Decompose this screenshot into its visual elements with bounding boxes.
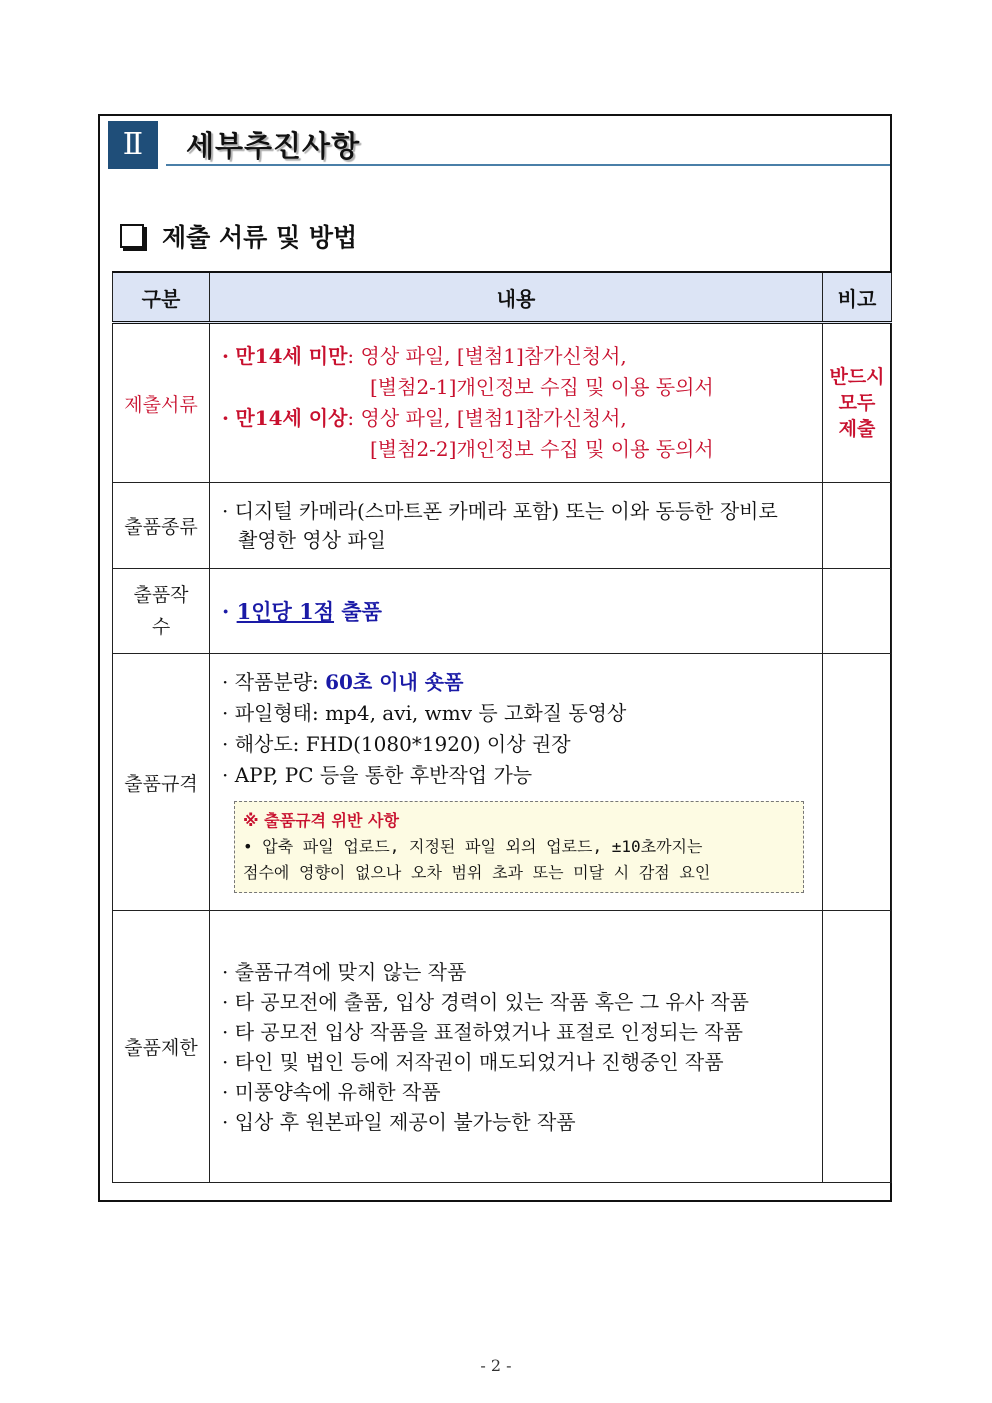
notice-line-2: 점수에 영향이 없으나 오차 범위 초과 또는 미달 시 감점 요인 bbox=[243, 863, 711, 882]
count-line: · 1인당 1점 출품 bbox=[222, 598, 382, 624]
section-title: 세부추진사항 bbox=[186, 129, 361, 163]
spec-content bbox=[210, 654, 823, 911]
submission-line-under14-cont: [별첨2-1]개인정보 수집 및 이용 동의서 bbox=[370, 375, 714, 399]
section-frame bbox=[98, 114, 892, 1202]
spec-line-length: · 작품분량: 60초 이내 숏폼 bbox=[222, 670, 464, 694]
spec-line-postwork: · APP, PC 등을 통한 후반작업 가능 bbox=[222, 763, 533, 787]
spec-remark bbox=[823, 654, 892, 911]
submission-remark bbox=[823, 323, 892, 483]
label-type: 출품종류 bbox=[113, 483, 210, 569]
count-remark bbox=[823, 569, 892, 654]
page-number: - 2 - bbox=[480, 1356, 512, 1375]
notice-line-1: • 압축 파일 업로드, 지정된 파일 외의 업로드, ±10초까지는 bbox=[243, 837, 703, 856]
remark-must: 반드시 모두 제출 bbox=[829, 366, 885, 440]
restrict-line: · 타인 및 법인 등에 저작권이 매도되었거나 진행중인 작품 bbox=[222, 1049, 724, 1074]
count-value: 1인당 1점 bbox=[236, 598, 335, 624]
table-row-type bbox=[113, 483, 892, 569]
label-count: 출품작 수 bbox=[113, 569, 210, 654]
table-row-spec bbox=[113, 654, 892, 911]
spec-length-value: 60초 이내 숏폼 bbox=[325, 670, 464, 694]
restrict-line: · 타 공모전에 출품, 입상 경력이 있는 작품 혹은 그 유사 작품 bbox=[222, 989, 750, 1014]
submission-table bbox=[112, 271, 892, 1183]
spec-violation-notice bbox=[234, 801, 804, 893]
spec-line-resolution: · 해상도: FHD(1080*1920) 이상 권장 bbox=[222, 732, 571, 756]
type-line-1: · 디지털 카메라(스마트폰 카메라 포함) 또는 이와 동등한 장비로 bbox=[222, 498, 778, 523]
restrict-line: · 미풍양속에 유해한 작품 bbox=[222, 1079, 441, 1104]
header-remarks: 비고 bbox=[823, 272, 892, 323]
restrict-line: · 타 공모전 입상 작품을 표절하였거나 표절로 인정되는 작품 bbox=[222, 1019, 743, 1044]
section-title-rule bbox=[166, 164, 890, 166]
section-number-badge: Ⅱ bbox=[108, 121, 158, 169]
label-submission: 제출서류 bbox=[113, 323, 210, 483]
label-spec: 출품규격 bbox=[113, 654, 210, 911]
submission-line-under14: · 만14세 미만: 영상 파일, [별첨1]참가신청서, bbox=[222, 344, 627, 368]
header-category: 구분 bbox=[113, 272, 210, 323]
restrict-remark bbox=[823, 911, 892, 1183]
table-row-count bbox=[113, 569, 892, 654]
restrict-content bbox=[210, 911, 823, 1183]
count-content bbox=[210, 569, 823, 654]
submission-line-over14-cont: [별첨2-2]개인정보 수집 및 이용 동의서 bbox=[370, 437, 714, 461]
subsection-heading bbox=[120, 218, 357, 254]
spec-line-format: · 파일형태: mp4, avi, wmv 등 고화질 동영상 bbox=[222, 701, 627, 725]
submission-line-over14: · 만14세 이상: 영상 파일, [별첨1]참가신청서, bbox=[222, 406, 627, 430]
submission-content bbox=[210, 323, 823, 483]
table-row-submission bbox=[113, 323, 892, 483]
checkbox-square-icon bbox=[120, 224, 144, 248]
label-restrict: 출품제한 bbox=[113, 911, 210, 1183]
notice-title: ※ 출품규격 위반 사항 bbox=[243, 811, 399, 830]
subsection-title: 제출 서류 및 방법 bbox=[162, 223, 358, 252]
type-remark bbox=[823, 483, 892, 569]
restrict-line: · 입상 후 원본파일 제공이 불가능한 작품 bbox=[222, 1109, 576, 1134]
header-content: 내용 bbox=[210, 272, 823, 323]
restrict-line: · 출품규격에 맞지 않는 작품 bbox=[222, 959, 467, 984]
table-header-row bbox=[113, 272, 892, 323]
table-row-restrict bbox=[113, 911, 892, 1183]
type-line-2: 촬영한 영상 파일 bbox=[238, 527, 386, 552]
type-content bbox=[210, 483, 823, 569]
